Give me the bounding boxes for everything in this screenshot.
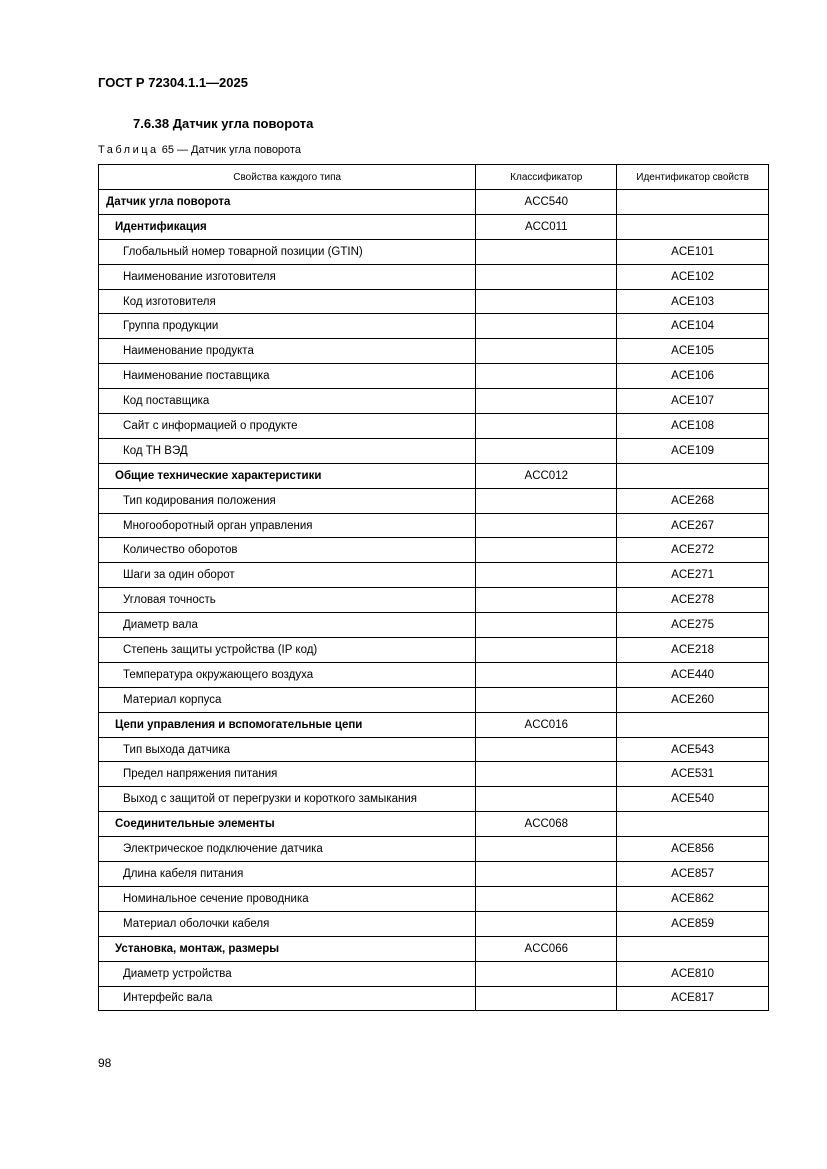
table-caption-text: 65 — Датчик угла поворота	[161, 144, 301, 156]
property-name-cell: Наименование изготовителя	[99, 264, 476, 289]
table-row	[99, 613, 769, 638]
table-row	[99, 787, 769, 812]
property-id-cell: ACE102	[617, 264, 769, 289]
property-name-cell: Код поставщика	[99, 389, 476, 414]
property-name-cell: Группа продукции	[99, 314, 476, 339]
classifier-cell	[476, 787, 617, 812]
property-id-cell: ACE531	[617, 762, 769, 787]
table-row	[99, 638, 769, 663]
table-row	[99, 662, 769, 687]
classifier-cell	[476, 588, 617, 613]
table-row	[99, 289, 769, 314]
table-row	[99, 488, 769, 513]
property-id-cell: ACE109	[617, 438, 769, 463]
property-id-cell: ACE101	[617, 239, 769, 264]
classifier-cell	[476, 837, 617, 862]
property-id-cell: ACE856	[617, 837, 769, 862]
classifier-cell	[476, 264, 617, 289]
property-name-cell: Материал оболочки кабеля	[99, 911, 476, 936]
property-id-cell: ACE862	[617, 886, 769, 911]
property-name-cell: Выход с защитой от перегрузки и короткого замыкания	[99, 787, 476, 812]
classifier-cell: ACC068	[476, 812, 617, 837]
property-name-cell: Датчик угла поворота	[99, 190, 476, 215]
column-header-property-id: Идентификатор свойств	[617, 165, 769, 190]
classifier-cell	[476, 986, 617, 1011]
classifier-cell	[476, 438, 617, 463]
table-row	[99, 812, 769, 837]
property-name-cell: Температура окружающего воздуха	[99, 662, 476, 687]
property-id-cell: ACE859	[617, 911, 769, 936]
classifier-cell: ACC012	[476, 463, 617, 488]
property-name-cell: Код изготовителя	[99, 289, 476, 314]
table-caption	[98, 144, 301, 156]
property-id-cell: ACE260	[617, 687, 769, 712]
column-header-properties: Свойства каждого типа	[99, 165, 476, 190]
table-row	[99, 438, 769, 463]
property-name-cell: Диаметр вала	[99, 613, 476, 638]
classifier-cell	[476, 538, 617, 563]
table-row	[99, 837, 769, 862]
table-row	[99, 563, 769, 588]
table-body	[99, 190, 769, 1011]
property-name-cell: Количество оборотов	[99, 538, 476, 563]
table-row	[99, 588, 769, 613]
table-row	[99, 762, 769, 787]
table-row	[99, 264, 769, 289]
section-title: 7.6.38 Датчик угла поворота	[133, 116, 314, 131]
classifier-cell	[476, 339, 617, 364]
column-header-classifier: Классификатор	[476, 165, 617, 190]
property-id-cell	[617, 463, 769, 488]
table-row	[99, 513, 769, 538]
classifier-cell	[476, 762, 617, 787]
classifier-cell	[476, 414, 617, 439]
property-id-cell: ACE817	[617, 986, 769, 1011]
property-name-cell: Тип выхода датчика	[99, 737, 476, 762]
classifier-cell	[476, 289, 617, 314]
table-caption-word: Таблица	[98, 144, 159, 156]
classifier-cell	[476, 364, 617, 389]
property-name-cell: Цепи управления и вспомогательные цепи	[99, 712, 476, 737]
property-id-cell	[617, 214, 769, 239]
classifier-cell	[476, 961, 617, 986]
property-name-cell: Длина кабеля питания	[99, 862, 476, 887]
classifier-cell	[476, 613, 617, 638]
property-name-cell: Электрическое подключение датчика	[99, 837, 476, 862]
classifier-cell	[476, 239, 617, 264]
table-row	[99, 214, 769, 239]
property-id-cell: ACE103	[617, 289, 769, 314]
table-row	[99, 936, 769, 961]
classifier-cell	[476, 563, 617, 588]
property-id-cell	[617, 812, 769, 837]
table-row	[99, 364, 769, 389]
property-id-cell: ACE540	[617, 787, 769, 812]
property-id-cell: ACE278	[617, 588, 769, 613]
table-row	[99, 239, 769, 264]
table-row	[99, 911, 769, 936]
classifier-cell	[476, 911, 617, 936]
table-row	[99, 314, 769, 339]
classifier-cell	[476, 638, 617, 663]
property-name-cell: Шаги за один оборот	[99, 563, 476, 588]
property-name-cell: Диаметр устройства	[99, 961, 476, 986]
property-id-cell: ACE440	[617, 662, 769, 687]
classifier-cell	[476, 862, 617, 887]
property-id-cell	[617, 712, 769, 737]
property-name-cell: Код ТН ВЭД	[99, 438, 476, 463]
property-name-cell: Материал корпуса	[99, 687, 476, 712]
classifier-cell: ACC016	[476, 712, 617, 737]
table-row	[99, 886, 769, 911]
classifier-cell: ACC011	[476, 214, 617, 239]
property-name-cell: Наименование поставщика	[99, 364, 476, 389]
table-row	[99, 737, 769, 762]
property-name-cell: Установка, монтаж, размеры	[99, 936, 476, 961]
properties-table	[98, 164, 769, 1011]
property-name-cell: Глобальный номер товарной позиции (GTIN)	[99, 239, 476, 264]
property-id-cell: ACE267	[617, 513, 769, 538]
property-name-cell: Наименование продукта	[99, 339, 476, 364]
table-row	[99, 862, 769, 887]
property-name-cell: Тип кодирования положения	[99, 488, 476, 513]
classifier-cell	[476, 886, 617, 911]
property-name-cell: Идентификация	[99, 214, 476, 239]
property-name-cell: Угловая точность	[99, 588, 476, 613]
property-name-cell: Предел напряжения питания	[99, 762, 476, 787]
classifier-cell	[476, 389, 617, 414]
classifier-cell: ACC540	[476, 190, 617, 215]
property-id-cell: ACE857	[617, 862, 769, 887]
table-header-row	[99, 165, 769, 190]
page-number: 98	[98, 1056, 112, 1070]
property-id-cell: ACE272	[617, 538, 769, 563]
classifier-cell	[476, 314, 617, 339]
property-name-cell: Сайт с информацией о продукте	[99, 414, 476, 439]
property-id-cell: ACE275	[617, 613, 769, 638]
property-id-cell: ACE218	[617, 638, 769, 663]
table-row	[99, 389, 769, 414]
table-row	[99, 190, 769, 215]
property-name-cell: Интерфейс вала	[99, 986, 476, 1011]
classifier-cell	[476, 662, 617, 687]
property-id-cell: ACE104	[617, 314, 769, 339]
classifier-cell	[476, 687, 617, 712]
property-id-cell	[617, 936, 769, 961]
classifier-cell	[476, 513, 617, 538]
property-id-cell: ACE107	[617, 389, 769, 414]
table-row	[99, 986, 769, 1011]
classifier-cell	[476, 737, 617, 762]
table-row	[99, 712, 769, 737]
document-code: ГОСТ Р 72304.1.1—2025	[98, 75, 248, 90]
table-row	[99, 961, 769, 986]
property-id-cell: ACE105	[617, 339, 769, 364]
property-name-cell: Степень защиты устройства (IP код)	[99, 638, 476, 663]
property-name-cell: Номинальное сечение проводника	[99, 886, 476, 911]
property-id-cell: ACE268	[617, 488, 769, 513]
table-row	[99, 339, 769, 364]
property-id-cell: ACE108	[617, 414, 769, 439]
property-id-cell: ACE271	[617, 563, 769, 588]
classifier-cell	[476, 488, 617, 513]
table-row	[99, 538, 769, 563]
property-name-cell: Многооборотный орган управления	[99, 513, 476, 538]
property-name-cell: Общие технические характеристики	[99, 463, 476, 488]
property-id-cell: ACE810	[617, 961, 769, 986]
table-row	[99, 687, 769, 712]
classifier-cell: ACC066	[476, 936, 617, 961]
property-id-cell	[617, 190, 769, 215]
table-row	[99, 463, 769, 488]
property-id-cell: ACE543	[617, 737, 769, 762]
property-name-cell: Соединительные элементы	[99, 812, 476, 837]
table-row	[99, 414, 769, 439]
property-id-cell: ACE106	[617, 364, 769, 389]
